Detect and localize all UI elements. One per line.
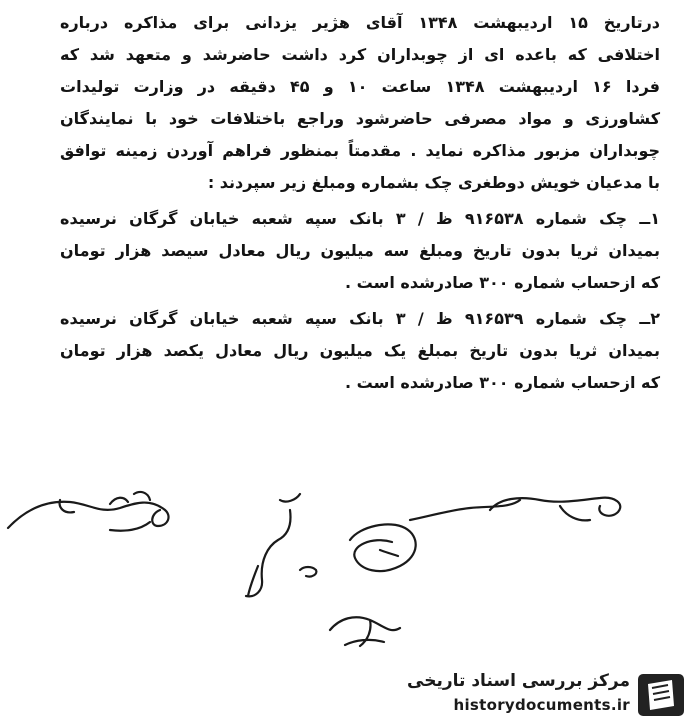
document-line-4: کشاورزی و مواد مصرفی حاضرشود وراجع باختلافات خود با نمایندگان (60, 109, 660, 128)
check-2-line-2: بمیدان ثریا بدون تاریخ بمبلغ یک میلیون ریال معادل یکصد هزار تومان (60, 341, 660, 360)
signature-right (490, 498, 620, 521)
signature-center-left (246, 494, 300, 596)
handwritten-signatures (0, 470, 700, 670)
check-1-line-2: بمیدان ثریا بدون تاریخ ومبلغ سه میلیون ریال معادل سیصد هزار تومان (60, 241, 660, 260)
watermark-title: مرکز بررسی اسناد تاریخی (407, 671, 630, 691)
signature-center-loop (350, 524, 416, 571)
document-line-3: فردا ۱۶ اردیبهشت ۱۳۴۸ ساعت ۱۰ و ۴۵ دقیقه در وزارت تولیدات (60, 77, 661, 96)
archive-logo-icon (636, 672, 686, 718)
watermark-url: historydocuments.ir (453, 696, 630, 714)
signature-bottom (330, 617, 400, 646)
check-2-line-1: ۲ــ چک شماره ۹۱۶۵۳۹ ظ / ۳ بانک سپه شعبه خیابان گرگان نرسیده (60, 309, 661, 328)
signature-left (8, 500, 169, 531)
document-line-2: اختلافی که باعده ای از چوبداران کرد داشت حاضرشد و متعهد شد که (60, 45, 660, 64)
document-line-6: با مدعیان خویش دوطغری چک بشماره ومبلغ زیر سپردند : (207, 173, 660, 192)
check-1-line-3: که ازحساب شماره ۳۰۰ صادرشده است . (345, 273, 660, 292)
check-2-line-3: که ازحساب شماره ۳۰۰ صادرشده است . (345, 373, 660, 392)
document-body (60, 12, 660, 404)
document-line-5: چوبداران مزبور مذاکره نماید . مقدمتاً بمنظور فراهم آوردن زمینه توافق (60, 141, 660, 160)
document-line-1: درتاریخ ۱۵ اردیبهشت ۱۳۴۸ آقای هژیر یزدانی برای مذاکره درباره (60, 13, 660, 32)
signatures-area (0, 470, 700, 670)
watermark-banner (392, 669, 692, 721)
check-1-line-1: ۱ــ چک شماره ۹۱۶۵۳۸ ظ / ۳ بانک سپه شعبه خیابان گرگان نرسیده (60, 209, 661, 228)
